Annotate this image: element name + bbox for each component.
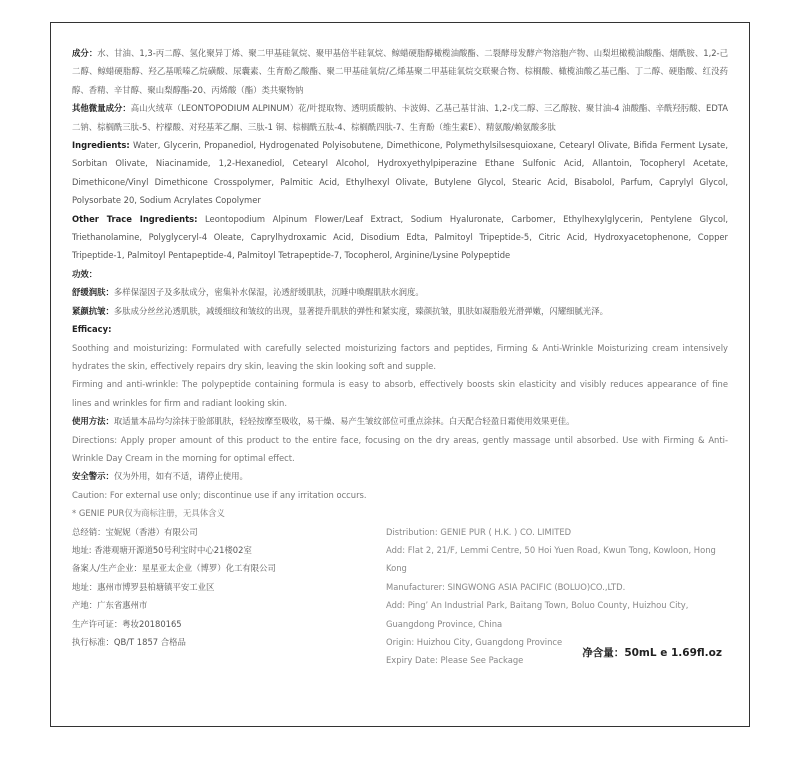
net-content — [582, 644, 722, 662]
firming-cn-label: 紧颜抗皱： — [72, 305, 114, 316]
usage-cn-text: 取适量本品均匀涂抹于脸部肌肤，轻轻按摩至吸收，易干燥、易产生皱纹部位可重点涂抹。白天配合轻盈日霜使用效果更佳。 — [113, 416, 575, 427]
efficacy-en-heading — [72, 320, 728, 338]
usage-en: Directions: Apply proper amount of this product to the entire face, focusing on the dry areas, gently massage until absorbed. Use with Firming & Anti-Wrinkle Day Cream in the morning for optimal effect. — [72, 434, 728, 463]
company-info-cn — [72, 523, 372, 652]
efficacy-cn-label: 功效： — [72, 268, 98, 279]
usage-cn — [72, 412, 728, 430]
ingredients-cn — [72, 44, 728, 99]
info-cn-line: 产地：广东省惠州市 — [72, 600, 148, 611]
info-cn-line: 备案人/生产企业：星星亚太企业（博罗）化工有限公司 — [72, 563, 276, 574]
efficacy-cn-heading — [72, 265, 728, 283]
ingredients-cn-label: 成分： — [72, 48, 98, 58]
caution-cn-label: 安全警示： — [72, 471, 114, 482]
info-en-line: Distribution: GENIE PUR ( H.K. ) CO. LIMITED — [386, 526, 572, 537]
info-cn-line: 地址: 香港观塘开源道50号利宝时中心21楼02室 — [72, 544, 252, 555]
trace-en — [72, 210, 728, 265]
ingredients-cn-text: 水、甘油、1,3-丙二醇、氢化聚异丁烯、聚二甲基硅氧烷、聚甲基倍半硅氧烷、鲸蜡硬脂醇橄榄油酸酯、二裂酵母发酵产物溶胞产物、山梨坦橄榄油酸酯、烟酰胺、1,2-己二醇、鲸蜡硬脂醇、羟乙基哌嗪乙烷磺酸、尿囊素、生育酚乙酸酯、聚二甲基硅氧烷/乙烯基聚二甲基硅氧烷交联聚合物、棕榈酸、橄榄油酸乙基己酯、丁二醇、硬脂酸、红没药醇、香精、辛甘醇、聚山梨醇酯-20、丙烯酸（酯）类共聚物钠 — [72, 48, 729, 95]
ingredients-en-label: Ingredients: — [72, 140, 130, 151]
info-cn-line: 总经销：宝妮妮（香港）有限公司 — [72, 526, 198, 537]
info-en-line: Add: Flat 2, 21/F, Lemmi Centre, 50 Hoi Yuen Road, Kwun Tong, Kowloon, Hong Kong — [386, 544, 716, 574]
info-cn-line: 生产许可证：粤妆20180165 — [72, 618, 182, 629]
net-content-label: 净含量： — [582, 647, 625, 660]
caution-cn — [72, 467, 728, 485]
efficacy-en-label: Efficacy: — [72, 324, 112, 335]
caution-cn-text: 仅为外用，如有不适，请停止使用。 — [113, 471, 248, 482]
trace-cn — [72, 99, 728, 136]
info-en-line: Origin: Huizhou City, Guangdong Province — [386, 637, 563, 647]
net-content-value: 50mL e 1.69fl.oz — [624, 647, 722, 660]
ingredients-en-text: Water, Glycerin, Propanediol, Hydrogenated Polyisobutene, Dimethicone, Polymethylsilsesquioxane, Cetearyl Olivate, Bifida Ferment Lysate, Sorbitan Olivate, Niacinamide, 1,2-Hexanediol, Cetearyl Alcohol, Hydroxyethylpiperazine Ethane Sulfonic Acid, Allantoin, Tocopheryl Acetate, Dimethicone/Vinyl Dimethicone Crosspolymer, Palmitic Acid, Ethylhexyl Olivate, Butylene Glycol, Stearic Acid, Bisabolol, Parfum, Caprylyl Glycol, Polysorbate 20, Sodium Acrylates Copolymer — [72, 140, 728, 206]
usage-cn-label: 使用方法： — [72, 416, 114, 427]
info-en-line: Manufacturer: SINGWONG ASIA PACIFIC (BOLUO)CO.,LTD. — [386, 581, 626, 592]
efficacy-en-firming: Firming and anti-wrinkle: The polypeptide containing formula is easy to absorb, effectively boosts skin elasticity and visibly reduces appearance of fine lines and wrinkles for firm and radiant looking skin. — [72, 379, 728, 408]
soothing-cn-label: 舒缓润肤： — [72, 287, 114, 298]
info-cn-line: 执行标准：QB/T 1857 合格品 — [72, 637, 186, 647]
trademark-note: * GENIE PUR仅为商标注册，无具体含义 — [72, 508, 225, 519]
trace-en-text: Leontopodium Alpinum Flower/Leaf Extract, Sodium Hyaluronate, Carbomer, Ethylhexylglycerin, Pentylene Glycol, Triethanolamine, Polyglyceryl-4 Oleate, Caprylhydroxamic Acid, Disodium Edta, Palmitoyl Tripeptide-5, Citric Acid, Hydroxyacetophenone, Copper Tripeptide-1, Palmitoyl Pentapeptide-4, Palmitoyl Tetrapeptide-7, Tocopherol, Arginine/Lysine Polypeptide — [72, 213, 728, 261]
info-en-line: Expiry Date: Please See Package — [386, 655, 524, 666]
efficacy-cn-firming — [72, 302, 728, 320]
trace-cn-label: 其他微量成分： — [72, 103, 131, 114]
soothing-cn-text: 多样保湿因子及多肽成分，密集补水保湿，沁透舒缓肌肤，沉睡中唤醒肌肤水润度。 — [113, 287, 424, 298]
trace-en-label: Other Trace Ingredients: — [72, 213, 198, 224]
firming-cn-text: 多肽成分丝丝沁透肌肤，减缓细纹和皱纹的出现，显著提升肌肤的弹性和紧实度，臻颜抗皱，肌肤如凝脂般光滑弹嫩，闪耀细腻光泽。 — [113, 305, 608, 316]
company-info — [72, 523, 728, 666]
info-cn-line: 地址：惠州市博罗县柏塘镇平安工业区 — [72, 581, 215, 592]
trace-cn-text: 高山火绒草（LEONTOPODIUM ALPINUM）花/叶提取物、透明质酸钠、卡波姆、乙基己基甘油、1,2-戊二醇、三乙醇胺、聚甘油-4 油酸酯、辛酰羟肟酸、EDTA 二钠、棕榈酰三肽-5、柠檬酸、对羟基苯乙酮、三肽-1 铜、棕榈酰五肽-4、棕榈酰四肽-7、生育酚（维生素E）、精氨酸/赖氨酸多肽 — [72, 103, 728, 132]
label-content — [72, 44, 729, 666]
info-en-line: Add: Ping’ An Industrial Park, Baitang Town, Boluo County, Huizhou City, Guangdong Province, China — [386, 600, 689, 629]
ingredients-en — [72, 136, 728, 210]
efficacy-en-soothing: Soothing and moisturizing: Formulated with carefully selected moisturizing factors and peptides, Firming & Anti-Wrinkle Moisturizing cream intensively hydrates the skin, effectively repairs dry skin, leaving the skin looking soft and supple. — [72, 342, 728, 371]
efficacy-cn-soothing — [72, 283, 728, 301]
caution-en: Caution: For external use only; discontinue use if any irritation occurs. — [72, 489, 367, 500]
